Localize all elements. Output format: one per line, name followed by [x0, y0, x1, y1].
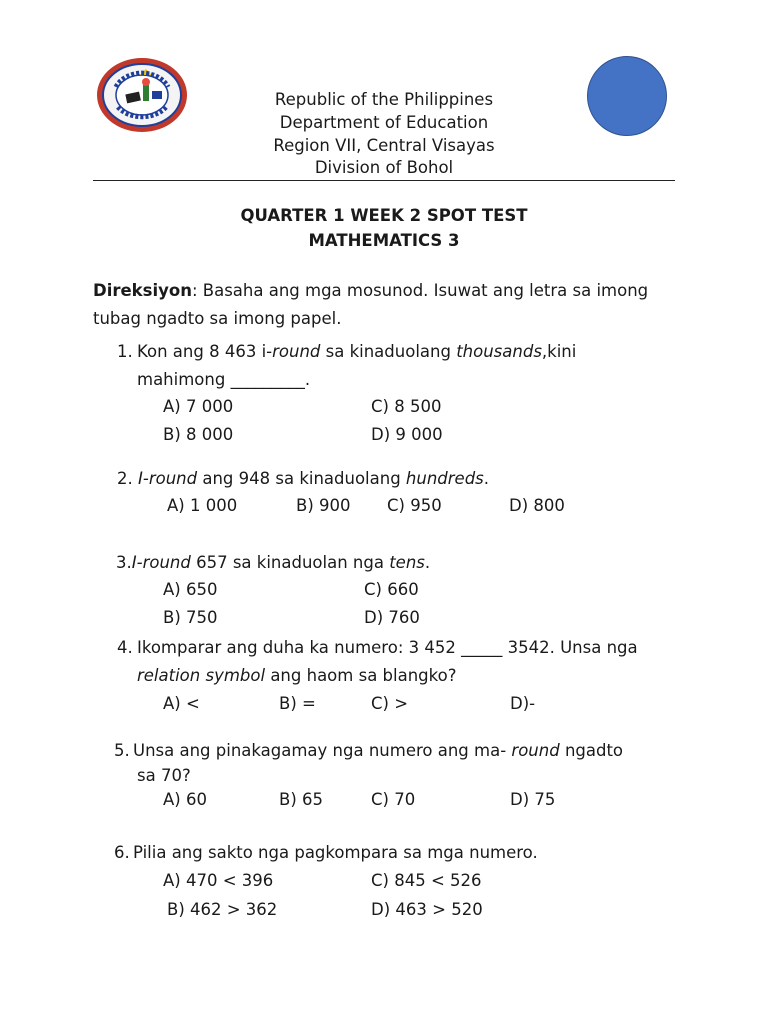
title-line-2: MATHEMATICS 3	[308, 231, 460, 250]
q4-option-c: C) >	[371, 694, 409, 713]
header-line-3: Region VII, Central Visayas	[273, 136, 495, 155]
header-line-4: Division of Bohol	[314, 158, 454, 177]
q2-option-b: B) 900	[296, 496, 351, 515]
q5-option-a: A) 60	[163, 790, 207, 809]
q3-option-b: B) 750	[163, 608, 218, 627]
q1-option-d: D) 9 000	[371, 425, 443, 444]
q1-number: 1.	[117, 342, 133, 361]
q5-option-c: C) 70	[371, 790, 416, 809]
q4-stem-line-2: relation symbol ang haom sa blangko?	[137, 666, 457, 685]
q1-option-b: B) 8 000	[163, 425, 234, 444]
directions-line-1	[93, 281, 648, 300]
q6-option-c: C) 845 < 526	[371, 871, 482, 890]
q4-stem: Ikomparar ang duha ka numero: 3 452 _____ 3542. Unsa nga	[137, 638, 638, 657]
q5-stem: Unsa ang pinakagamay nga numero ang ma- round ngadto	[133, 741, 624, 760]
q5-option-b: B) 65	[279, 790, 323, 809]
q2-stem: 2. I-round ang 948 sa kinaduolang hundreds.	[117, 469, 490, 488]
q4-option-a: A) <	[163, 694, 200, 713]
q2-option-d: D) 800	[509, 496, 565, 515]
header-line-1: Republic of the Philippines	[274, 90, 494, 109]
q3-stem: 3.I-round 657 sa kinaduolan nga tens.	[116, 553, 431, 572]
header-divider	[93, 180, 675, 181]
q6-stem: Pilia ang sakto nga pagkompara sa mga numero.	[133, 843, 538, 862]
directions-line-2: tubag ngadto sa imong papel.	[93, 309, 342, 328]
q5-number: 5.	[114, 741, 130, 760]
q2-option-c: C) 950	[387, 496, 442, 515]
q6-number: 6.	[114, 843, 130, 862]
q3-option-c: C) 660	[364, 580, 419, 599]
q4-option-d: D)-	[510, 694, 536, 713]
q3-option-a: A) 650	[163, 580, 218, 599]
q4-number: 4.	[117, 638, 133, 657]
directions-text: : Basaha ang mga mosunod. Isuwat ang letra sa imong	[191, 281, 649, 300]
directions-label: Direksiyon	[93, 281, 192, 300]
q3-option-d: D) 760	[364, 608, 420, 627]
q5-option-d: D) 75	[510, 790, 556, 809]
q2-option-a: A) 1 000	[167, 496, 238, 515]
q4-option-b: B) =	[279, 694, 316, 713]
q1-stem: Kon ang 8 463 i-round sa kinaduolang thousands,kini	[137, 342, 577, 361]
q1-option-c: C) 8 500	[371, 397, 442, 416]
q1-stem-line-2: mahimong _________.	[137, 370, 311, 389]
q1-option-a: A) 7 000	[163, 397, 234, 416]
q6-option-a: A) 470 < 396	[163, 871, 274, 890]
q6-option-d: D) 463 > 520	[371, 900, 483, 919]
title-line-1: QUARTER 1 WEEK 2 SPOT TEST	[240, 206, 528, 225]
q6-option-b: B) 462 > 362	[167, 900, 278, 919]
header-line-2: Department of Education	[279, 113, 489, 132]
q5-stem-line-2: sa 70?	[137, 766, 191, 785]
